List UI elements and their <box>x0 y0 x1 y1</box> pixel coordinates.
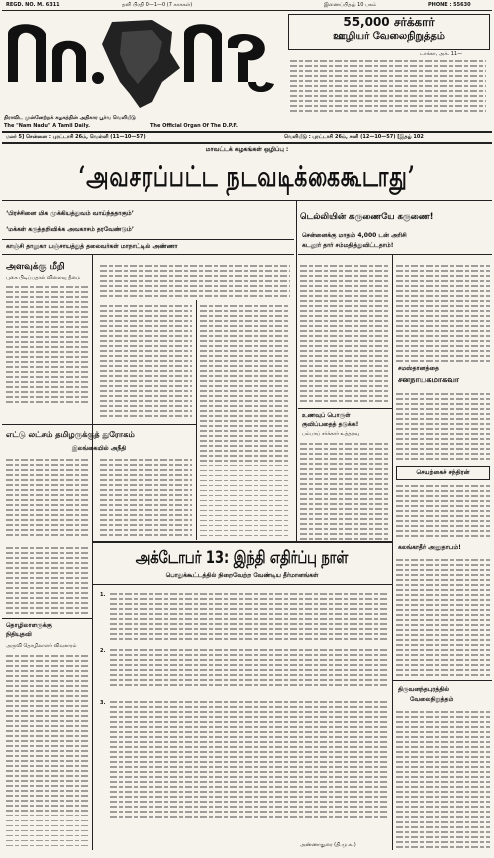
workers-headline: தொழிலாளருக்கு <box>6 622 52 629</box>
top-right-dateline: டாக்கா, அக். 11— <box>420 51 463 57</box>
right-story-4-subhead: வேலைநிறுத்தம் <box>410 696 454 703</box>
top-right-headline-box <box>288 14 490 50</box>
middle-headline-2: குவிப்பதைத் தடுக்க! <box>302 421 359 428</box>
lead-body-col1 <box>100 302 192 420</box>
middle-story-body <box>300 440 388 540</box>
delhi-subhead-2: கடலூர் தார் சம்மதித்துவிட்டதாம்! <box>302 242 394 249</box>
left-story-body <box>6 283 90 403</box>
right-story-3-headline: கலங்காதீர் அனுதாபம்! <box>398 544 461 551</box>
eight-lakh-subhead: இலங்கையில் அநீதி <box>71 445 127 452</box>
october-item-3: 3. <box>100 700 106 706</box>
dateline-left: மலர் 5] சென்னை : புரட்டாசி 26ம், வெள்ளி (11—10—57) <box>6 134 146 140</box>
phone-number: PHONE : 55630 <box>428 2 471 8</box>
delhi-story-body <box>300 262 388 404</box>
tagline-english-left: The "Nam Nadu" A Tamil Daily. <box>4 123 91 129</box>
october-item-2: 2. <box>100 648 106 654</box>
nam-nadu-logo <box>2 12 278 114</box>
top-right-headline-line2: ஊழியர் வேலைநிறுத்தம் <box>333 31 445 42</box>
eight-lakh-body-1 <box>6 456 90 540</box>
october-item-1: 1. <box>100 592 106 598</box>
lead-subhead-1: ‘பிரச்சினை மிக முக்கியத்துவம் வாய்ந்ததாகும்’ <box>6 210 134 217</box>
october-item-2-body <box>110 646 388 686</box>
lead-subhead-3: காஞ்சி தாலுகா பஞ்சாயத்துத் தலைவர்கள் மாநாட்டில் அண்ணா <box>6 243 178 250</box>
right-story-body-3 <box>396 482 490 538</box>
tagline-tamil: திராவிட முன்னேற்றக் கழகத்தின் அதிகார பூர்வ வெளியீடு <box>4 115 136 121</box>
right-story-3-body <box>396 556 490 676</box>
top-right-story-body <box>290 57 486 117</box>
left-subhead: புகை பிடிப்பதால் விளைவு தீமை <box>6 275 81 281</box>
subscription-price: தனி பிரதி 0—1—0 (7 காசுகள்) <box>122 2 193 8</box>
regd-number: REGD. NO. M. 6311 <box>6 2 60 8</box>
lead-body-col2 <box>200 302 290 540</box>
right-story-body-2 <box>396 390 490 462</box>
tagline-english-right: The Official Organ Of The D.P.F. <box>150 123 238 129</box>
right-box-label: செயற்கைச் சந்திரன் <box>396 466 490 480</box>
workers-body <box>6 652 90 848</box>
right-headline-2: சனநாயகமாகவா <box>398 375 460 384</box>
lead-body-top <box>100 262 290 298</box>
lead-headline: ‘அவசரப்பட்ட நடவடிக்கைகூடாது’ <box>78 159 416 193</box>
middle-headline: உணவுப் பொருள் <box>302 412 351 419</box>
lead-kicker: மாவட்டக் கழகங்கள் ஒழிப்பு : <box>205 146 289 153</box>
lead-subhead-2: ‘மக்கள் கருத்தறிவிக்க அவகாசம் தரவேண்டும்’ <box>6 226 134 233</box>
workers-headline-2: நிதியுதவி <box>6 631 32 638</box>
right-headline: சமஸ்தானத்தை <box>398 365 439 372</box>
workers-subhead: அருவி தொழிலாளர் விவகாரம் <box>6 643 77 649</box>
october-item-3-body <box>110 698 388 818</box>
october-item-1-body <box>110 590 388 640</box>
middle-subhead: பம்பாய் சர்க்கார் உத்தரவு <box>302 431 359 437</box>
top-right-headline-line1: 55,000 சர்க்கார் <box>343 15 435 29</box>
delhi-headline: டெல்லியின் கருணையே கருணை! <box>300 212 434 222</box>
left-headline: அளவுக்கு மீறி <box>6 262 65 272</box>
right-story-body-1 <box>396 262 490 362</box>
october-subhead: பொதுக்கூட்டத்தில் நிறைவேற்ற வேண்டிய தீர்மானங்கள் <box>165 572 319 579</box>
eight-lakh-headline: எட்டு லட்சம் தமிழருக்குத் துரோகம் <box>6 430 135 439</box>
right-story-4-body <box>396 708 490 848</box>
eight-lakh-body-2 <box>100 456 192 540</box>
left-bottom-body-1 <box>6 544 90 614</box>
delhi-subhead: சென்னைக்கு மாதம் 4,000 டன் அரிசி <box>302 232 407 239</box>
october-signature: அண்ணாதுரை (தி.மு.க.) <box>300 842 356 848</box>
edition-note: இணைப்பிதழ் 10 பகம் <box>324 2 377 8</box>
right-story-4-headline: திருவனந்தபுரத்தில் <box>398 686 450 693</box>
october-headline: அக்டோபர் 13: இந்தி எதிர்ப்பு நாள் <box>135 548 349 569</box>
dateline-right: வெளியீடு : புரட்டாசி 26ம், சனி (12—10—57) [இதழ் 102 <box>284 134 424 140</box>
